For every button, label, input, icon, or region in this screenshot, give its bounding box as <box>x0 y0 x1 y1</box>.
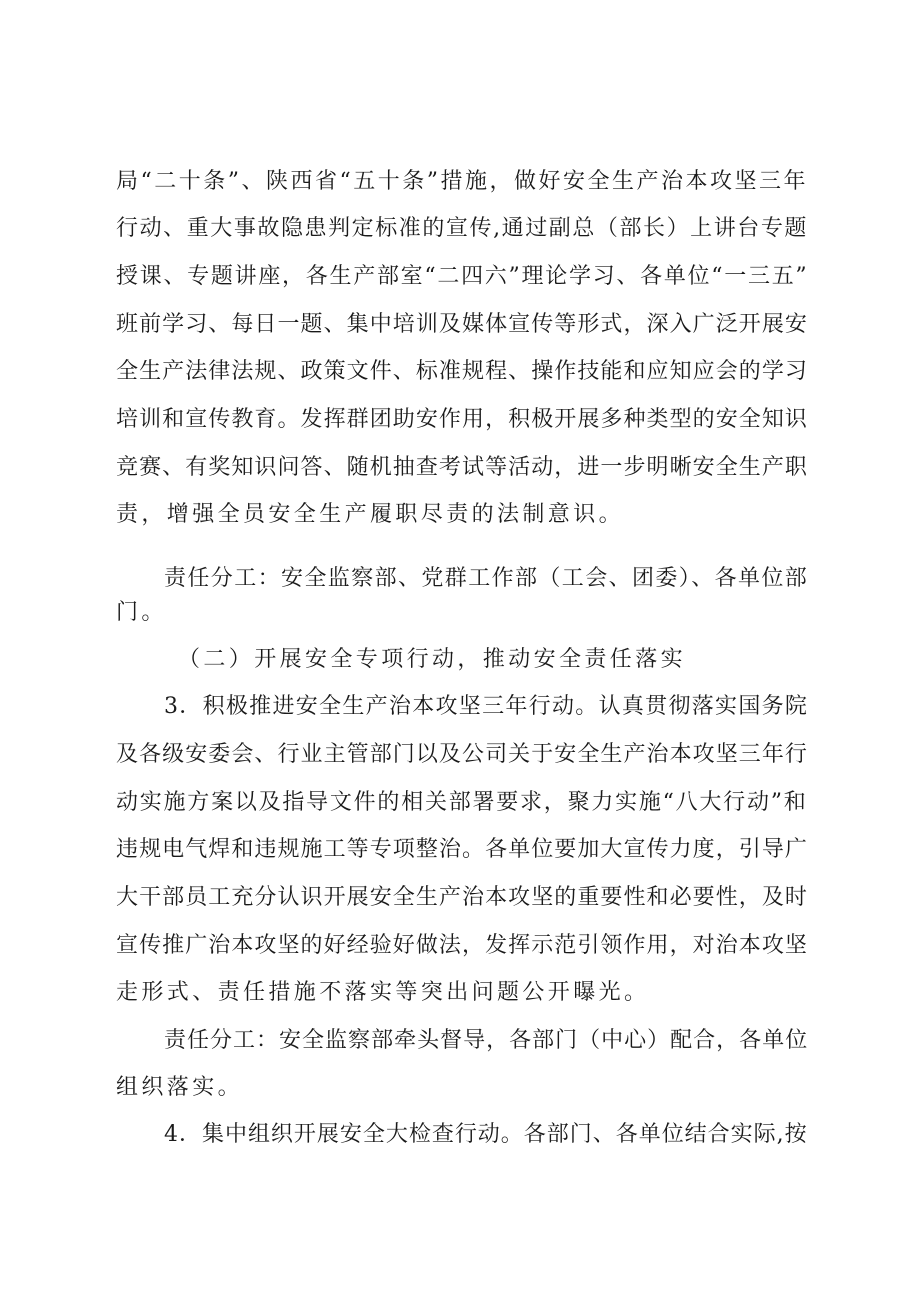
line-text: 组织落实。 <box>116 1075 244 1100</box>
line-text: 4．集中组织开展安全大检查行动。各部门、各单位结合实际,按 <box>164 1122 808 1147</box>
line-text: 行动、重大事故隐患判定标准的宣传,通过副总（部长）上讲台专题 <box>116 216 808 241</box>
line-text: 宣传推广治本攻坚的好经验好做法，发挥示范引领作用，对治本攻坚 <box>116 933 809 958</box>
line-text: 门。 <box>116 600 167 625</box>
line-text: 竞赛、有奖知识问答、随机抽查考试等活动，进一步明晰安全生产职 <box>116 455 809 480</box>
text-line <box>0 487 920 543</box>
line-text: 局“二十条”、陕西省“五十条”措施，做好安全生产治本攻坚三年 <box>116 169 808 194</box>
line-text: 走形式、责任措施不落实等突出问题公开曝光。 <box>116 980 650 1005</box>
line-text: 班前学习、每日一题、集中培训及媒体宣传等形式，深入广泛开展安 <box>116 312 809 337</box>
line-text: 责任分工：安全监察部、党群工作部（工会、团委）、各单位部 <box>164 566 809 591</box>
line-text: 动实施方案以及指导文件的相关部署要求，聚力实施“八大行动”和 <box>116 790 808 815</box>
line-text: 3．积极推进安全生产治本攻坚三年行动。认真贯彻落实国务院 <box>164 694 809 719</box>
line-text: 授课、专题讲座，各生产部室“二四六”理论学习、各单位“一三五” <box>116 264 809 289</box>
line-text: 责任分工：安全监察部牵头督导，各部门（中心）配合，各单位 <box>164 1028 809 1053</box>
line-text: 违规电气焊和违规施工等专项整治。各单位要加大宣传力度，引导广 <box>116 837 809 862</box>
line-text: 培训和宣传教育。发挥群团助安作用，积极开展多种类型的安全知识 <box>116 407 809 432</box>
text-line <box>0 1107 920 1163</box>
line-text: 及各级安委会、行业主管部门以及公司关于安全生产治本攻坚三年行 <box>116 742 809 767</box>
line-text: 全生产法律法规、政策文件、标准规程、操作技能和应知应会的学习 <box>116 359 809 384</box>
line-text: （二）开展安全专项行动，推动安全责任落实 <box>178 647 687 672</box>
line-text: 大干部员工充分认识开展安全生产治本攻坚的重要性和必要性，及时 <box>116 885 809 910</box>
line-text: 责，增强全员安全生产履职尽责的法制意识。 <box>116 502 625 527</box>
